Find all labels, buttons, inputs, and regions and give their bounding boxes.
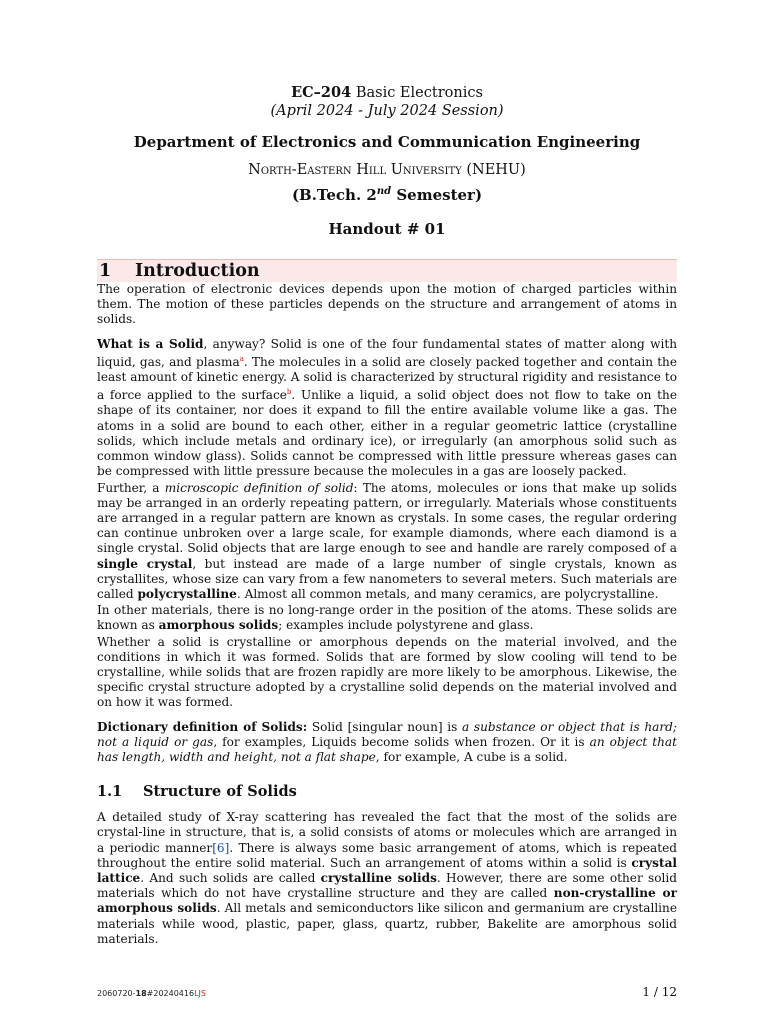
program-text: (B.Tech. 2 <box>291 186 377 204</box>
program-superscript: nd <box>376 186 392 197</box>
text-run: Solid [singular noun] is <box>307 719 462 734</box>
session-line: (April 2024 - July 2024 Session) <box>270 103 504 119</box>
italic-term: a substance or object that is hard; not a liquid or gas <box>97 719 677 749</box>
intro-paragraph: The operation of electronic devices depends upon the motion of charged particles within them. The motion of these particles depends on the structure and arrangement of atoms in solids. <box>97 282 677 327</box>
text-run: . The molecules in a solid are closely packed together and contain the least amount of kinetic energy. A solid is characterized by structural rigidity and resistance to a force applied to the surface <box>97 354 678 403</box>
doc-id-text: 2060720- <box>97 989 136 998</box>
doc-id-initials: LJS <box>194 989 206 998</box>
department-name: Department of Electronics and Communication Engineering <box>133 133 641 151</box>
section-number: 1 <box>99 261 112 281</box>
university-name: North-Eastern Hill University (NEHU) <box>248 162 526 178</box>
text-run: : The atoms, molecules or ions that make up solids may be arranged in an orderly repeating pattern, or irregularly. Materials whose constituents are arranged in a regular pattern are known as crystals. In some cases, the regular ordering can continue unbroken over a large scale, for example diamonds, where each diamond is a single crystal. Solid objects that are large enough to see and handle are rarely composed of a <box>97 480 677 556</box>
page-number: 1 / 12 <box>642 985 677 999</box>
text-run: . Unlike a liquid, a solid object does not flow to take on the shape of its container, nor does it expand to fill the entire available volume like a gas. The atoms in a solid are bound to each other, either in a regular geometric lattice (crystalline solids, which include metals and ordinary ice), or irregularly (an amorphous solid such as common window glass). Solids cannot be compressed with little pressure whereas gases can be compressed with little pressure because the molecules in a gas are loosely packed. <box>97 388 677 479</box>
text-run: Further, a <box>97 480 165 495</box>
structure-paragraph <box>97 810 677 947</box>
subsection-heading-structure-of-solids <box>97 783 677 801</box>
bold-term: single crystal <box>97 556 193 571</box>
dictionary-definition-paragraph <box>97 720 677 766</box>
microscopic-definition-paragraph <box>97 481 677 603</box>
text-run: , for example, A cube is a solid. <box>375 749 568 764</box>
text-run: . And such solids are called <box>140 870 321 885</box>
footnote-marker-b[interactable]: b <box>286 388 292 397</box>
bold-term: crystal lattice <box>97 855 677 885</box>
program-text-end: Semester) <box>391 186 483 204</box>
subsection-number: 1.1 <box>97 783 123 801</box>
italic-term: microscopic definition of solid <box>164 480 354 495</box>
text-run: , but instead are made of a large number of single crystals, known as crystallites, whose size can vary from a few nanometers to several meters. Such materials are called <box>97 556 677 601</box>
course-title: Basic Electronics <box>351 85 483 101</box>
text-run: . There is always some basic arrangement of atoms, which is repeated throughout the entire solid material. Such an arrangement of atoms within a solid is <box>97 840 677 870</box>
doc-id-bold: 18 <box>135 989 147 998</box>
bold-term: Dictionary definition of Solids: <box>97 719 308 734</box>
doc-id-text-end: #20240416 <box>146 989 195 998</box>
title-block <box>97 84 677 239</box>
citation-link[interactable]: [6] <box>212 840 230 855</box>
bold-term: What is a Solid <box>97 336 204 351</box>
bold-term: crystalline solids <box>320 870 437 885</box>
section-title: Introduction <box>135 261 260 281</box>
crystalline-or-amorphous-paragraph: Whether a solid is crystalline or amorphous depends on the material involved, and the conditions in which it was formed. Solids that are formed by slow cooling will tend to be crystalline, while solids that are frozen rapidly are more likely to be amorphous. Likewise, the specific crystal structure adopted by a crystalline solid depends on the material involved and on how it was formed. <box>97 634 677 710</box>
text-run: . Almost all common metals, and many ceramics, are polycrystalline. <box>236 586 659 601</box>
text-run: , for examples, Liquids become solids when frozen. Or it is <box>213 734 590 749</box>
italic-term: an object that has length, width and height, not a flat shape <box>97 734 677 764</box>
bold-term: amorphous solids <box>158 618 279 633</box>
program-line <box>97 182 677 205</box>
text-run: . However, there are some other solid materials which do not have crystalline structure and they are called <box>97 870 678 901</box>
amorphous-paragraph <box>97 603 677 633</box>
subsection-title: Structure of Solids <box>143 783 297 801</box>
course-line <box>97 84 677 102</box>
document-id <box>97 989 206 998</box>
handout-number: Handout # 01 <box>328 220 446 238</box>
what-is-solid-paragraph <box>97 337 677 480</box>
text-run: , anyway? Solid is one of the four fundamental states of matter along with liquid, gas, and plasma <box>97 336 677 369</box>
bold-term: non-crystalline or amorphous solids <box>97 886 677 916</box>
text-run: . All metals and semiconductors like silicon and germanium are crystalline materials while wood, plastic, paper, glass, quartz, rubber, Bakelite are amorphous solid materials. <box>97 901 677 946</box>
text-run: ; examples include polystyrene and glass. <box>278 618 534 633</box>
course-code: EC–204 <box>291 84 352 101</box>
section-heading-introduction <box>97 259 677 282</box>
bold-term: polycrystalline <box>137 586 237 601</box>
handout-page <box>97 84 677 947</box>
text-run: A detailed study of X-ray scattering has revealed the fact that the most of the solids are crystal-line in structure, that is, a solid consists of atoms or molecules which are arranged in a periodic manner <box>97 810 677 855</box>
footnote-marker-a[interactable]: a <box>239 354 244 363</box>
text-run: In other materials, there is no long-range order in the position of the atoms. These solids are known as <box>97 603 677 633</box>
